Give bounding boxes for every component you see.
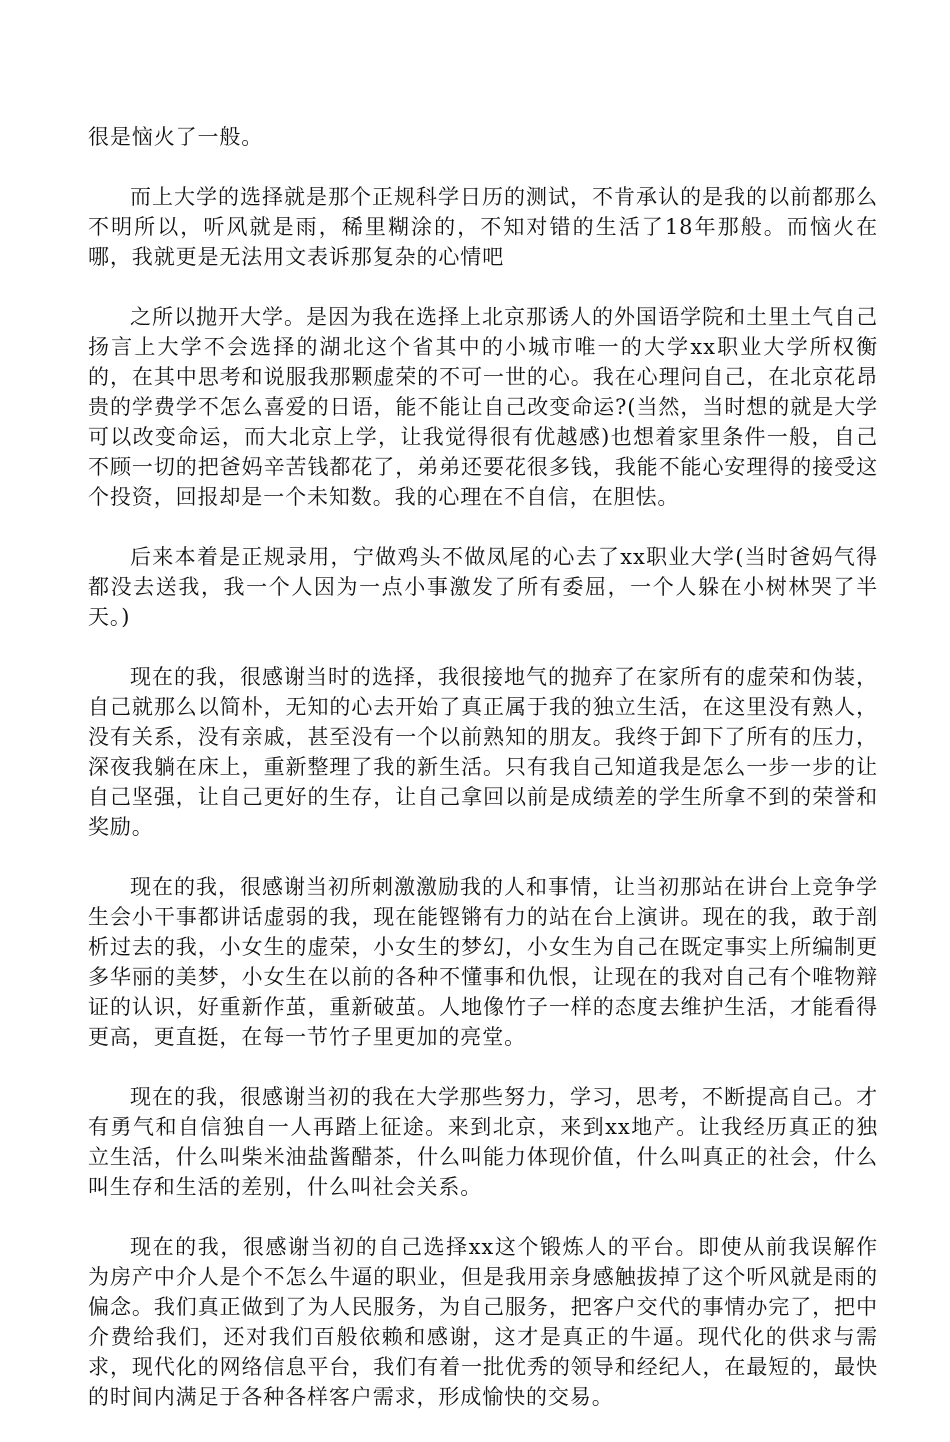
paragraph-4: 后来本着是正规录用，宁做鸡头不做凤尾的心去了xx职业大学(当时爸妈气得都没去送我，我一个人因为一点小事激发了所有委屈，一个人躲在小树林哭了半天。) — [88, 545, 878, 629]
document-body — [88, 122, 878, 1442]
paragraph-8: 现在的我，很感谢当初的自己选择xx这个锻炼人的平台。即使从前我误解作为房产中介人是个不怎么牛逼的职业，但是我用亲身感触拔掉了这个听风就是雨的偏念。我们真正做到了为人民服务，为自己服务，把客户交代的事情办完了，把中介费给我们，还对我们百般依赖和感谢，这才是真正的牛逼。现代化的供求与需求，现代化的网络信息平台，我们有着一批优秀的领导和经纪人，在最短的，最快的时间内满足于各种各样客户需求，形成愉快的交易。 — [88, 1235, 878, 1409]
paragraph-2: 而上大学的选择就是那个正规科学日历的测试，不肯承认的是我的以前都那么不明所以，听风就是雨，稀里糊涂的，不知对错的生活了18年那般。而恼火在哪，我就更是无法用文表诉那复杂的心情吧 — [88, 185, 878, 269]
paragraph-7: 现在的我，很感谢当初的我在大学那些努力，学习，思考，不断提高自己。才有勇气和自信独自一人再踏上征途。来到北京，来到xx地产。让我经历真正的独立生活，什么叫柴米油盐酱醋茶，什么叫能力体现价值，什么叫真正的社会，什么叫生存和生活的差别，什么叫社会关系。 — [88, 1085, 878, 1199]
paragraph-6: 现在的我，很感谢当初所刺激激励我的人和事情，让当初那站在讲台上竞争学生会小干事都讲话虚弱的我，现在能铿锵有力的站在台上演讲。现在的我，敢于剖析过去的我，小女生的虚荣，小女生的梦幻，小女生为自己在既定事实上所编制更多华丽的美梦，小女生在以前的各种不懂事和仇恨，让现在的我对自己有个唯物辩证的认识，好重新作茧，重新破茧。人地像竹子一样的态度去维护生活，才能看得更高，更直挺，在每一节竹子里更加的亮堂。 — [88, 875, 878, 1049]
paragraph-3: 之所以抛开大学。是因为我在选择上北京那诱人的外国语学院和土里土气自己扬言上大学不会选择的湖北这个省其中的小城市唯一的大学xx职业大学所权衡的，在其中思考和说服我那颗虚荣的不可一世的心。我在心理问自己，在北京花昂贵的学费学不怎么喜爱的日语，能不能让自己改变命运?(当然，当时想的就是大学可以改变命运，而大北京上学，让我觉得很有优越感)也想着家里条件一般，自己不顾一切的把爸妈辛苦钱都花了，弟弟还要花很多钱，我能不能心安理得的接受这个投资，回报却是一个未知数。我的心理在不自信，在胆怯。 — [88, 305, 878, 509]
paragraph-1: 很是恼火了一般。 — [88, 125, 264, 149]
paragraph-5: 现在的我，很感谢当时的选择，我很接地气的抛弃了在家所有的虚荣和伪装，自己就那么以简朴，无知的心去开始了真正属于我的独立生活，在这里没有熟人，没有关系，没有亲戚，甚至没有一个以前熟知的朋友。我终于卸下了所有的压力，深夜我躺在床上，重新整理了我的新生活。只有我自己知道我是怎么一步一步的让自己坚强，让自己更好的生存，让自己拿回以前是成绩差的学生所拿不到的荣誉和奖励。 — [88, 665, 878, 839]
